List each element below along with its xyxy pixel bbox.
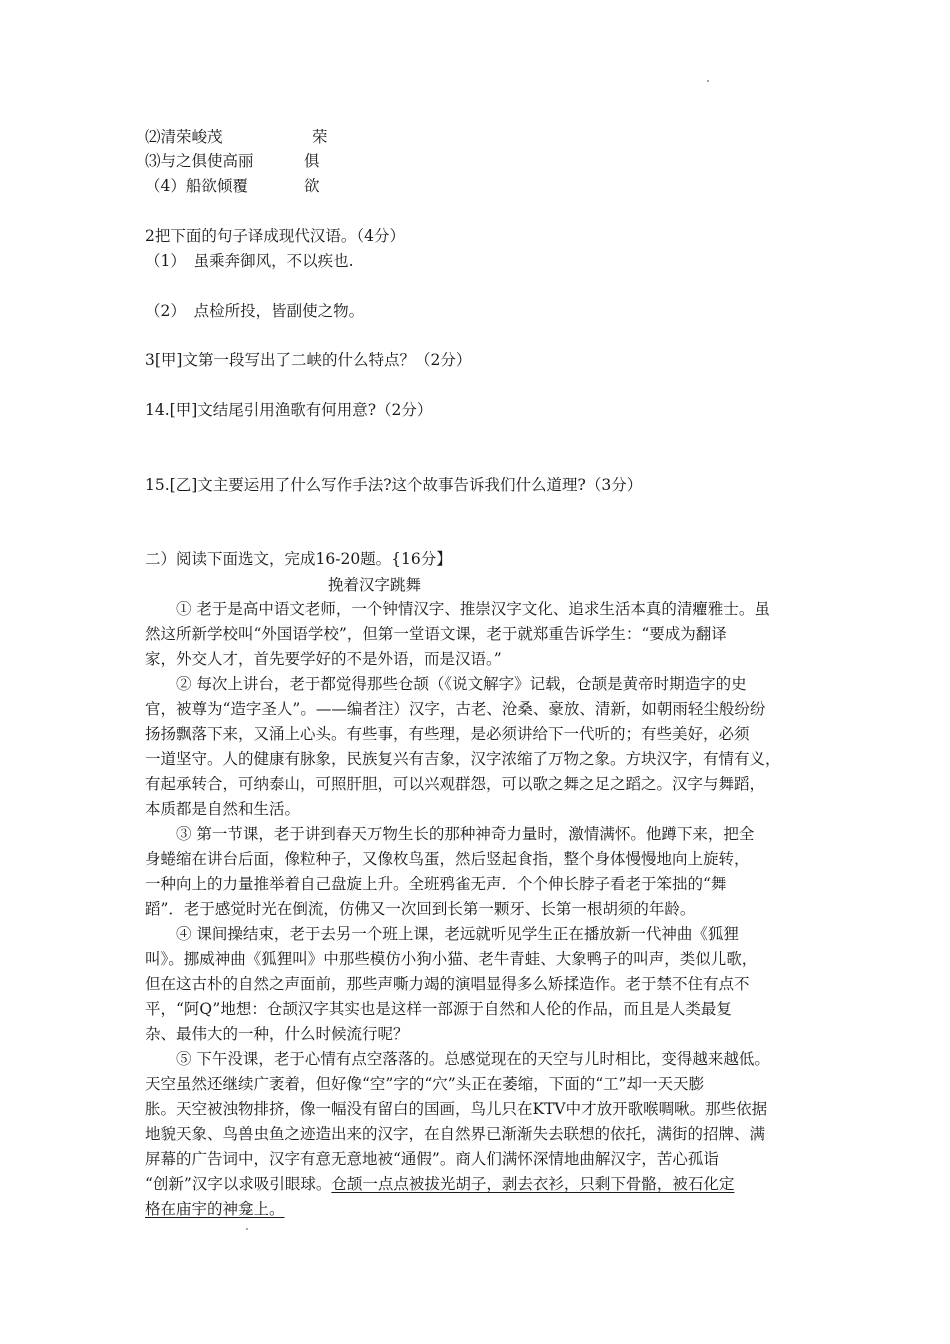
article-line: 然这所新学校叫“外国语学校”，但第一堂语文课，老于就郑重告诉学生：“要成为翻译	[145, 625, 727, 643]
article-text: “创新”汉字以求吸引眼球。	[145, 1175, 332, 1193]
underlined-sentence-end: 格在庙宇的神龛上。	[145, 1200, 285, 1218]
vocab-item-3	[145, 150, 254, 172]
article-line: 杂、最伟大的一种，什么时候流行呢？	[145, 1025, 409, 1043]
article-line: 一种向上的力量推举着自己盘旋上升。全班鸦雀无声．个个伸长脖子看老于笨拙的“舞	[145, 875, 727, 893]
article-line: 平，“阿Q”地想：仓颉汉字其实也是这样一部源于自然和人伦的作品，而且是人类最复	[145, 1000, 732, 1018]
article-line: ③ 第一节课，老于讲到春天万物生长的那种神奇力量时，激情满怀。他蹲下来，把全	[145, 825, 755, 843]
article-line: ⑤ 下午没课，老于心情有点空落落的。总感觉现在的天空与儿时相比，变得越来越低。	[145, 1050, 770, 1068]
article-line: ① 老于是高中语文老师，一个钟情汉字、推崇汉字文化、追求生活本真的清癯雅士。虽	[145, 600, 770, 618]
question-2-sentence-1: （1） 虽乘奔御风，不以疾也.	[145, 252, 354, 270]
article-line: 胀。天空被浊物排挤，像一幅没有留白的国画，鸟儿只在KTV中才放开歌喉啁啾。那些依据	[145, 1100, 768, 1118]
question-3: 3[甲]文第一段写出了二峡的什么特点？（2分）	[145, 351, 472, 369]
article-line: 蹈”．老于感觉时光在倒流，仿佛又一次回到长第一颗牙、长第一根胡须的年龄。	[145, 900, 696, 918]
article-line: 本质都是自然和生活。	[145, 800, 301, 818]
vocab-char-2: 荣	[312, 128, 328, 146]
question-2-sentence-2: （2） 点检所投，皆副使之物。	[145, 302, 365, 320]
section-2-heading: 二）阅读下面选文，完成16-20题。{16分】	[145, 550, 452, 568]
vocab-phrase: ⑶与之俱使高丽	[145, 152, 254, 170]
scan-speck	[707, 80, 709, 82]
article-line: 地貌天象、鸟兽虫鱼之迹造出来的汉字，在自然界已渐渐失去联想的依托，满街的招牌、满	[145, 1125, 766, 1143]
article-line: 官，被尊为“造字圣人”。——编者注）汉字，古老、沧桑、豪放、清新，如朝雨轻尘般纷纷	[145, 700, 766, 718]
article-line	[145, 1173, 734, 1195]
article-line: 有起承转合，可纳泰山，可照肝胆，可以兴观群怨，可以歌之舞之足之蹈之。汉字与舞蹈，	[145, 775, 766, 793]
vocab-item-2	[145, 126, 223, 148]
question-15: 15.[乙]文主要运用了什么写作手法?这个故事告诉我们什么道理?（3分）	[145, 476, 643, 494]
article-line: ② 每次上讲台，老于都觉得那些仓颉（《说文解字》记载，仓颉是黄帝时期造字的史	[145, 675, 747, 693]
article-line: 一道坚守。人的健康有脉象，民族复兴有吉象，汉字浓缩了万物之象。方块汉字，有情有义，	[145, 750, 781, 768]
article-title: 挽着汉字跳舞	[328, 576, 422, 594]
article-line: 家，外交人才，首先要学好的不是外语，而是汉语。”	[145, 650, 502, 668]
vocab-char-4: 欲	[304, 177, 320, 195]
article-line: 扬扬飘落下来，又涌上心头。有些事，有些理，是必须讲给下一代听的；有些美好，必须	[145, 725, 750, 743]
vocab-char-3: 俱	[304, 152, 320, 170]
scan-speck	[246, 1228, 248, 1230]
article-line: 屏幕的广告词中，汉字有意无意地被“通假”。商人们满怀深情地曲解汉字，苦心孤诣	[145, 1150, 719, 1168]
article-line	[145, 1198, 285, 1220]
article-line: 身蜷缩在讲台后面，像粒种子，又像枚鸟蛋，然后竖起食指，整个身体慢慢地向上旋转，	[145, 850, 750, 868]
vocab-phrase: ⑵清荣峻茂	[145, 128, 223, 146]
article-line: ④ 课间操结束，老于去另一个班上课，老远就听见学生正在播放新一代神曲《狐狸	[145, 925, 739, 943]
question-2-stem: 2把下面的句子译成现代汉语。（4分）	[145, 227, 405, 245]
article-line: 天空虽然还继续广袤着，但好像“空”字的“穴”头正在萎缩，下面的“工”却一天天膨	[145, 1075, 705, 1093]
article-line: 叫》。挪威神曲《狐狸叫》中那些模仿小狗小猫、老牛青蛙、大象鸭子的叫声，类似儿歌，	[145, 950, 758, 968]
underlined-sentence: 仓颉一点点被拔光胡子，剥去衣衫，只剩下骨骼，被石化定	[331, 1175, 735, 1193]
vocab-phrase: （4）船欲倾覆	[145, 177, 248, 195]
question-14: 14.[甲]文结尾引用渔歌有何用意?（2分）	[145, 401, 433, 419]
article-line: 但在这古朴的自然之声面前，那些声嘶力竭的演唱显得多么矫揉造作。老于禁不住有点不	[145, 975, 750, 993]
vocab-item-4	[145, 175, 248, 197]
